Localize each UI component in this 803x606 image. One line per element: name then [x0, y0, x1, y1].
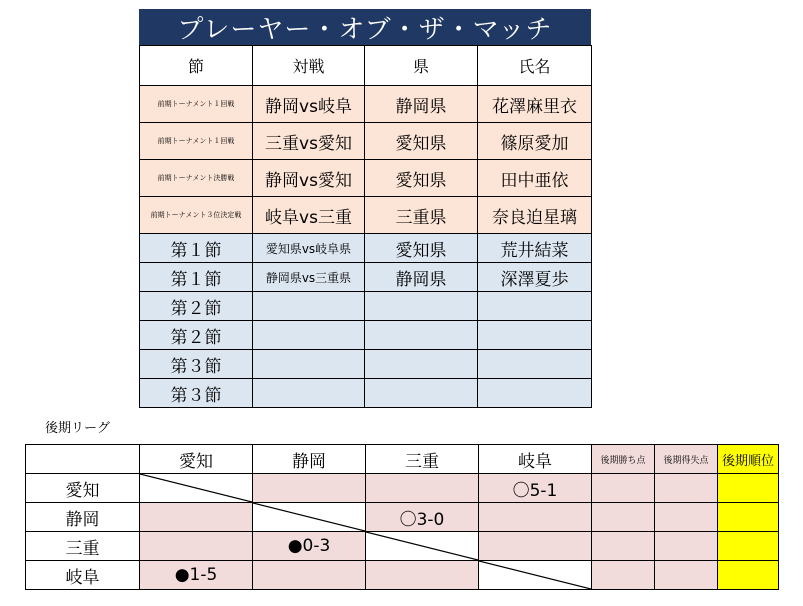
potm-header-pref[interactable]: 県 — [365, 46, 478, 86]
name-cell[interactable]: 篠原愛加 — [478, 123, 592, 160]
diagonal-line — [479, 561, 591, 589]
result-cell[interactable] — [140, 503, 253, 532]
round-cell[interactable]: 第１節 — [140, 263, 253, 292]
match-cell[interactable] — [253, 321, 365, 350]
pref-cell[interactable]: 静岡県 — [365, 86, 478, 123]
goal-diff-cell[interactable] — [655, 532, 718, 561]
diagonal-line — [140, 474, 252, 502]
pref-cell[interactable] — [365, 379, 478, 408]
potm-row — [140, 292, 592, 321]
round-cell[interactable]: 前期トーナメント１回戦 — [140, 123, 253, 160]
round-cell[interactable]: 第２節 — [140, 292, 253, 321]
potm-title: プレーヤー・オブ・ザ・マッチ — [139, 9, 591, 45]
name-cell[interactable]: 荒井結菜 — [478, 234, 592, 263]
league-header-shizuoka[interactable]: 静岡 — [253, 445, 366, 474]
result-cell[interactable] — [366, 474, 479, 503]
match-cell[interactable] — [253, 379, 365, 408]
potm-row — [140, 123, 592, 160]
potm-row — [140, 350, 592, 379]
pref-cell[interactable] — [365, 321, 478, 350]
potm-row — [140, 160, 592, 197]
result-cell[interactable]: ●1-5 — [140, 561, 253, 590]
name-cell[interactable] — [478, 350, 592, 379]
name-cell[interactable]: 奈良迫星璃 — [478, 197, 592, 234]
league-label: 後期リーグ — [45, 421, 111, 436]
league-table — [25, 444, 779, 590]
points-cell[interactable] — [592, 532, 655, 561]
potm-header-row — [140, 46, 592, 86]
round-cell[interactable]: 前期トーナメント１回戦 — [140, 86, 253, 123]
self-match-cell[interactable] — [253, 503, 366, 532]
points-cell[interactable] — [592, 561, 655, 590]
goal-diff-cell[interactable] — [655, 474, 718, 503]
potm-header-round[interactable]: 節 — [140, 46, 253, 86]
round-cell[interactable]: 第１節 — [140, 234, 253, 263]
result-cell[interactable] — [366, 561, 479, 590]
team-name-cell[interactable]: 岐阜 — [26, 561, 140, 590]
potm-row — [140, 234, 592, 263]
pref-cell[interactable]: 静岡県 — [365, 263, 478, 292]
league-row-mie — [26, 532, 779, 561]
round-cell[interactable]: 第３節 — [140, 350, 253, 379]
pref-cell[interactable] — [365, 292, 478, 321]
match-cell[interactable] — [253, 350, 365, 379]
league-header-rank[interactable]: 後期順位 — [718, 445, 779, 474]
team-name-cell[interactable]: 愛知 — [26, 474, 140, 503]
potm-header-match[interactable]: 対戦 — [253, 46, 365, 86]
match-cell[interactable]: 静岡県vs三重県 — [253, 263, 365, 292]
pref-cell[interactable]: 三重県 — [365, 197, 478, 234]
league-header-gifu[interactable]: 岐阜 — [479, 445, 592, 474]
name-cell[interactable]: 田中亜依 — [478, 160, 592, 197]
potm-table — [139, 45, 592, 408]
points-cell[interactable] — [592, 503, 655, 532]
pref-cell[interactable]: 愛知県 — [365, 160, 478, 197]
potm-row — [140, 86, 592, 123]
league-row-shizuoka — [26, 503, 779, 532]
name-cell[interactable] — [478, 292, 592, 321]
rank-cell[interactable] — [718, 561, 779, 590]
league-header-mie[interactable]: 三重 — [366, 445, 479, 474]
match-cell[interactable] — [253, 292, 365, 321]
name-cell[interactable]: 深澤夏歩 — [478, 263, 592, 292]
result-cell[interactable] — [253, 474, 366, 503]
league-header-points[interactable]: 後期勝ち点 — [592, 445, 655, 474]
potm-row — [140, 263, 592, 292]
rank-cell[interactable] — [718, 503, 779, 532]
league-header-row — [26, 445, 779, 474]
goal-diff-cell[interactable] — [655, 561, 718, 590]
league-header-aichi[interactable]: 愛知 — [140, 445, 253, 474]
pref-cell[interactable]: 愛知県 — [365, 123, 478, 160]
result-cell[interactable]: 〇5-1 — [479, 474, 592, 503]
result-cell[interactable]: ●0-3 — [253, 532, 366, 561]
round-cell[interactable]: 前期トーナメント３位決定戦 — [140, 197, 253, 234]
self-match-cell[interactable] — [479, 561, 592, 590]
self-match-cell[interactable] — [366, 532, 479, 561]
round-cell[interactable]: 第２節 — [140, 321, 253, 350]
result-cell[interactable] — [479, 503, 592, 532]
points-cell[interactable] — [592, 474, 655, 503]
diagonal-line — [253, 503, 365, 531]
result-cell[interactable] — [253, 561, 366, 590]
potm-row — [140, 197, 592, 234]
league-header-goal-diff[interactable]: 後期得失点 — [655, 445, 718, 474]
match-cell[interactable]: 静岡vs愛知 — [253, 160, 365, 197]
round-cell[interactable]: 前期トーナメント決勝戦 — [140, 160, 253, 197]
league-header-corner[interactable] — [26, 445, 140, 474]
match-cell[interactable]: 三重vs愛知 — [253, 123, 365, 160]
name-cell[interactable] — [478, 379, 592, 408]
match-cell[interactable]: 愛知県vs岐阜県 — [253, 234, 365, 263]
potm-row — [140, 321, 592, 350]
potm-row — [140, 379, 592, 408]
match-cell[interactable]: 岐阜vs三重 — [253, 197, 365, 234]
round-cell[interactable]: 第３節 — [140, 379, 253, 408]
name-cell[interactable] — [478, 321, 592, 350]
team-name-cell[interactable]: 三重 — [26, 532, 140, 561]
team-name-cell[interactable]: 静岡 — [26, 503, 140, 532]
self-match-cell[interactable] — [140, 474, 253, 503]
name-cell[interactable]: 花澤麻里衣 — [478, 86, 592, 123]
potm-header-name[interactable]: 氏名 — [478, 46, 592, 86]
pref-cell[interactable]: 愛知県 — [365, 234, 478, 263]
diagonal-line — [366, 532, 478, 560]
result-cell[interactable] — [140, 532, 253, 561]
goal-diff-cell[interactable] — [655, 503, 718, 532]
rank-cell[interactable] — [718, 474, 779, 503]
result-cell[interactable]: 〇3-0 — [366, 503, 479, 532]
rank-cell[interactable] — [718, 532, 779, 561]
pref-cell[interactable] — [365, 350, 478, 379]
league-row-gifu — [26, 561, 779, 590]
result-cell[interactable] — [479, 532, 592, 561]
league-row-aichi — [26, 474, 779, 503]
match-cell[interactable]: 静岡vs岐阜 — [253, 86, 365, 123]
